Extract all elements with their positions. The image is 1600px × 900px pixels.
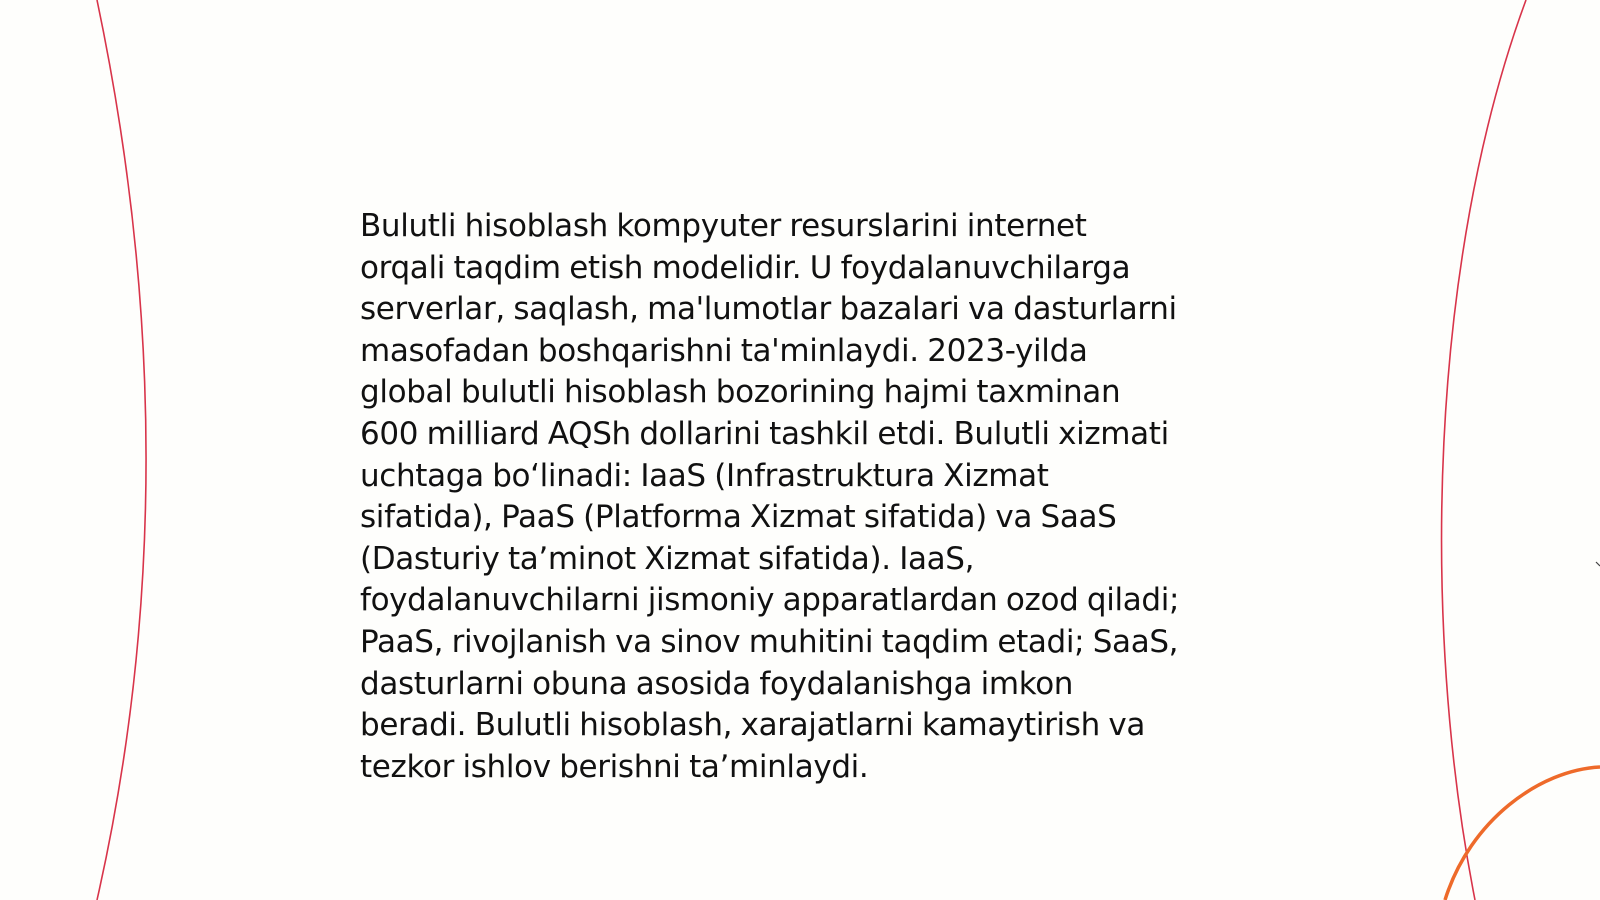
body-line: 600 milliard AQSh dollarini tashkil etdi. Bulutli xizmati — [360, 415, 1169, 452]
body-line: uchtaga boʻlinadi: IaaS (Infrastruktura Xizmat — [360, 457, 1049, 494]
body-line: dasturlarni obuna asosida foydalanishga imkon — [360, 665, 1074, 702]
right-curve-line — [1442, 0, 1526, 900]
body-line: (Dasturiy taʼminot Xizmat sifatida). IaaS, — [360, 540, 975, 577]
body-line: global bulutli hisoblash bozorining hajmi taxminan — [360, 374, 1121, 411]
body-text — [360, 206, 1250, 788]
body-line: orqali taqdim etish modelidir. U foydalanuvchilarga — [360, 249, 1131, 286]
body-line: masofadan boshqarishni ta'minlaydi. 2023-yilda — [360, 332, 1088, 369]
body-line: serverlar, saqlash, ma'lumotlar bazalari va dasturlarni — [360, 291, 1177, 328]
right-edge-tick — [1596, 562, 1600, 566]
body-line: sifatida), PaaS (Platforma Xizmat sifatida) va SaaS — [360, 499, 1117, 536]
body-line: Bulutli hisoblash kompyuter resurslarini internet — [360, 208, 1087, 244]
body-line: beradi. Bulutli hisoblash, xarajatlarni kamaytirish va — [360, 707, 1146, 744]
bottom-right-arc — [1445, 767, 1600, 900]
left-curve-line — [97, 0, 146, 900]
body-line: PaaS, rivojlanish va sinov muhitini taqdim etadi; SaaS, — [360, 623, 1179, 660]
body-line: foydalanuvchilarni jismoniy apparatlardan ozod qiladi; — [360, 582, 1180, 619]
body-line: tezkor ishlov berishni taʼminlaydi. — [360, 748, 869, 785]
